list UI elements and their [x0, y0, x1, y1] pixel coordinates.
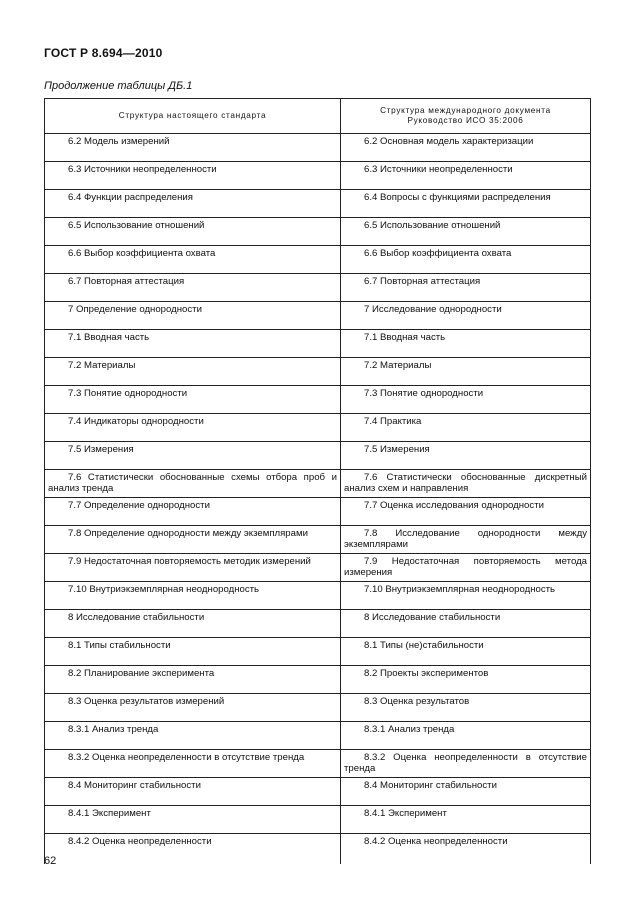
cell-text: 7.9 Недостаточная повторяемость метода измерения [344, 556, 587, 578]
cell-iso-guide [341, 442, 591, 470]
header-this-standard-label: Структура настоящего стандарта [118, 111, 267, 120]
cell-text: 8.4.1 Эксперимент [364, 808, 447, 819]
header-iso-guide-line1: Структура международного документа [380, 106, 551, 115]
cell-iso-guide [341, 498, 591, 526]
cell-iso-guide [341, 414, 591, 442]
table-row [45, 582, 591, 610]
cell-text: 8 Исследование стабильности [68, 612, 205, 623]
table-header-row [45, 99, 591, 134]
cell-iso-guide [341, 386, 591, 414]
table-row [45, 638, 591, 666]
cell-iso-guide [341, 834, 591, 865]
cell-this-standard [45, 330, 341, 358]
cell-text: 8.1 Типы стабильности [68, 640, 171, 651]
table-row [45, 386, 591, 414]
cell-this-standard [45, 190, 341, 218]
cell-text: 6.5 Использование отношений [68, 220, 205, 231]
cell-this-standard [45, 806, 341, 834]
cell-iso-guide [341, 246, 591, 274]
cell-this-standard [45, 638, 341, 666]
cell-this-standard [45, 358, 341, 386]
cell-text: 8.3 Оценка результатов [364, 696, 470, 707]
cell-text: 7.3 Понятие однородности [68, 388, 188, 399]
cell-this-standard [45, 386, 341, 414]
cell-text: 7.4 Индикаторы однородности [68, 416, 204, 427]
cell-iso-guide [341, 134, 591, 162]
cell-this-standard [45, 610, 341, 638]
cell-text: 7.5 Измерения [364, 444, 430, 455]
cell-text: 8.2 Планирование эксперимента [68, 668, 215, 679]
cell-text: 7.7 Определение однородности [68, 500, 210, 511]
cell-iso-guide [341, 470, 591, 498]
table-row [45, 554, 591, 582]
cell-iso-guide [341, 666, 591, 694]
cell-iso-guide [341, 582, 591, 610]
cell-text: 7.2 Материалы [364, 360, 432, 371]
cell-text: 6.4 Вопросы с функциями распределения [364, 192, 551, 203]
cell-this-standard [45, 554, 341, 582]
cell-text: 7.8 Исследование однородности между экземплярами [344, 528, 587, 550]
document-code: ГОСТ Р 8.694—2010 [44, 46, 163, 60]
table-row [45, 442, 591, 470]
table-row [45, 134, 591, 162]
table-row [45, 190, 591, 218]
cell-text: 6.7 Повторная аттестация [364, 276, 481, 287]
cell-this-standard [45, 246, 341, 274]
table-row [45, 666, 591, 694]
cell-text: 7.1 Вводная часть [68, 332, 150, 343]
cell-iso-guide [341, 274, 591, 302]
cell-this-standard [45, 834, 341, 865]
cell-text: 6.3 Источники неопределенности [68, 164, 217, 175]
cell-text: 7.6 Статистически обоснованные схемы отбора проб и анализ тренда [48, 472, 337, 494]
cell-iso-guide [341, 554, 591, 582]
cell-text: 7.5 Измерения [68, 444, 134, 455]
cell-iso-guide [341, 358, 591, 386]
cell-iso-guide [341, 302, 591, 330]
cell-this-standard [45, 666, 341, 694]
cell-iso-guide [341, 330, 591, 358]
cell-iso-guide [341, 638, 591, 666]
cell-this-standard [45, 750, 341, 778]
cell-text: 8.3.2 Оценка неопределенности в отсутствие тренда [68, 752, 305, 763]
table-caption: Продолжение таблицы ДБ.1 [44, 80, 193, 92]
table-row [45, 218, 591, 246]
header-iso-guide [341, 99, 591, 134]
cell-iso-guide [341, 526, 591, 554]
cell-text: 6.3 Источники неопределенности [364, 164, 513, 175]
table-row [45, 358, 591, 386]
cell-text: 8.3 Оценка результатов измерений [68, 696, 225, 707]
cell-text: 7.10 Внутриэкземплярная неоднородность [364, 584, 556, 595]
cell-text: 6.7 Повторная аттестация [68, 276, 185, 287]
cell-iso-guide [341, 162, 591, 190]
cell-text: 6.6 Выбор коэффициента охвата [68, 248, 216, 259]
cell-text: 6.6 Выбор коэффициента охвата [364, 248, 512, 259]
cell-text: 7.10 Внутриэкземплярная неоднородность [68, 584, 260, 595]
cell-iso-guide [341, 190, 591, 218]
cell-text: 7.9 Недостаточная повторяемость методик измерений [68, 556, 311, 567]
cell-this-standard [45, 218, 341, 246]
cell-this-standard [45, 498, 341, 526]
cell-text: 7 Исследование однородности [364, 304, 502, 315]
cell-text: 6.2 Основная модель характеризации [364, 136, 534, 147]
cell-iso-guide [341, 806, 591, 834]
cell-text: 8.4.2 Оценка неопределенности [364, 836, 508, 847]
correspondence-table [44, 98, 591, 864]
cell-text: 6.4 Функции распределения [68, 192, 193, 203]
table-row [45, 246, 591, 274]
cell-this-standard [45, 470, 341, 498]
cell-text: 8.4.2 Оценка неопределенности [68, 836, 212, 847]
cell-this-standard [45, 582, 341, 610]
cell-text: 7 Определение однородности [68, 304, 202, 315]
cell-this-standard [45, 162, 341, 190]
page-number: 62 [44, 855, 57, 867]
cell-text: 7.3 Понятие однородности [364, 388, 484, 399]
cell-text: 7.2 Материалы [68, 360, 136, 371]
cell-text: 8.1 Типы (не)стабильности [364, 640, 484, 651]
table-row [45, 722, 591, 750]
table-row [45, 526, 591, 554]
cell-text: 8.4 Мониторинг стабильности [364, 780, 497, 791]
cell-text: 6.5 Использование отношений [364, 220, 501, 231]
cell-iso-guide [341, 722, 591, 750]
table-row [45, 302, 591, 330]
cell-this-standard [45, 778, 341, 806]
cell-this-standard [45, 274, 341, 302]
table-row [45, 274, 591, 302]
cell-text: 8.3.1 Анализ тренда [68, 724, 159, 735]
cell-text: 8.4 Мониторинг стабильности [68, 780, 201, 791]
table-row [45, 778, 591, 806]
cell-this-standard [45, 134, 341, 162]
cell-iso-guide [341, 778, 591, 806]
header-iso-guide-line2: Руководство ИСО 35:2006 [407, 116, 524, 125]
cell-text: 8.4.1 Эксперимент [68, 808, 151, 819]
cell-iso-guide [341, 610, 591, 638]
cell-this-standard [45, 414, 341, 442]
cell-this-standard [45, 442, 341, 470]
cell-this-standard [45, 694, 341, 722]
table-row [45, 414, 591, 442]
table-row [45, 330, 591, 358]
cell-text: 8.2 Проекты экспериментов [364, 668, 489, 679]
cell-iso-guide [341, 694, 591, 722]
header-this-standard [45, 99, 341, 134]
table-row [45, 834, 591, 865]
cell-iso-guide [341, 750, 591, 778]
cell-text: 8.3.2 Оценка неопределенности в отсутствие тренда [344, 752, 587, 774]
cell-this-standard [45, 302, 341, 330]
table-row [45, 162, 591, 190]
table-row [45, 806, 591, 834]
cell-text: 7.4 Практика [364, 416, 422, 427]
cell-this-standard [45, 526, 341, 554]
table-row [45, 750, 591, 778]
cell-this-standard [45, 722, 341, 750]
table-row [45, 470, 591, 498]
table-row [45, 694, 591, 722]
cell-text: 7.8 Определение однородности между экземплярами [68, 528, 308, 539]
cell-text: 8.3.1 Анализ тренда [364, 724, 455, 735]
cell-text: 7.6 Статистически обоснованные дискретный анализ схем и направления [344, 472, 587, 494]
cell-text: 8 Исследование стабильности [364, 612, 501, 623]
table-row [45, 610, 591, 638]
cell-text: 6.2 Модель измерений [68, 136, 170, 147]
table-row [45, 498, 591, 526]
cell-iso-guide [341, 218, 591, 246]
cell-text: 7.1 Вводная часть [364, 332, 446, 343]
cell-text: 7.7 Оценка исследования однородности [364, 500, 544, 511]
